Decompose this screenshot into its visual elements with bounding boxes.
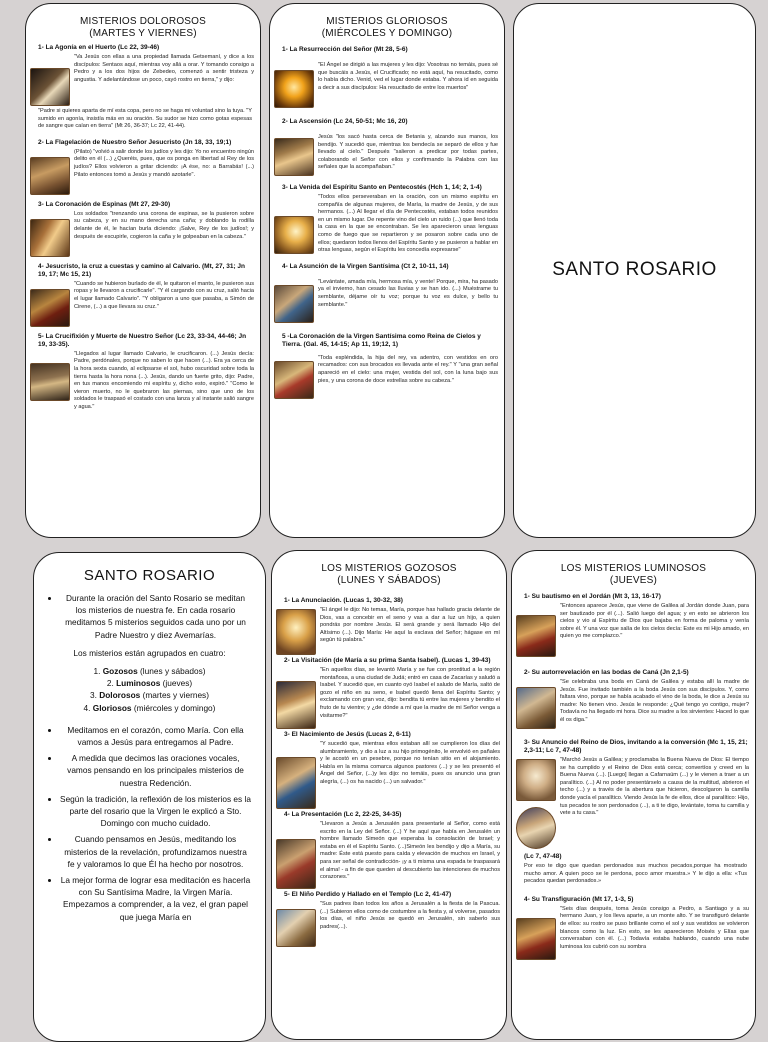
mystery-entry	[274, 62, 498, 108]
mystery-text: "Llevaron a Jesús a Jerusalén para presentarle al Señor, como está escrito en la Ley del Señor. (...) Y he aquí que había en Jerusalén un hombre llamado Simeón que esperaba la consolación de Israel; y estaba en él el Espíritu Santo. (...)Simeón les bendijo y dijo a María, su madre: Éste está puesto para caída y elevación de muchos en Israel, y para ser señal de contradicción- ¡y a ti misma una espada te traspasará el alma! - a fin de que queden al descubierto las intenciones de muchos corazones."	[320, 821, 500, 881]
mystery-text: "Seis días después, toma Jesús consigo a Pedro, a Santiago y a su hermano Juan, y los lleva aparte, a un monte alto. Y se transfiguró delante de ellos: su rostro se puso brillante como el sol y sus vestidos se volvieron blancos como la luz. En esto, se les aparecieron Moisés y Elías que conversaban con él. (...) Todavía estaba hablando, cuando una nube luminosa los cubrió con su sombra	[560, 905, 749, 950]
mystery-painting-image	[276, 839, 316, 889]
mystery-text: "Llegados al lugar llamado Calvario, le crucificaron. (...) Jesús decía: Padre, perdónales, porque no saben lo que hacen (...). Era ya cerca de la hora sexta cuando, al eclipsarse el sol, hubo oscuridad sobre toda la tierra hasta la hora nona (...). Jesús, dando un fuerte grito, dijo: Padre, en tus manos encomiendo mi espíritu y, dicho esto, expiró." "Como le vieron muerto, no le quebraron las piernas, sino que uno de los soldados le traspasó el costado con una lanza y al instante salió sangre y agua."	[74, 350, 254, 410]
mystery-entry	[516, 679, 749, 729]
meditation-bullet: • Cuando pensamos en Jesús, meditando los misterios de la revelación, profundizamos nuestra fe y valoramos lo que Él ha hecho por nosotros.	[60, 833, 251, 870]
mystery-painting-image	[516, 759, 556, 801]
mystery-entry	[30, 211, 254, 257]
mystery-entry	[276, 901, 500, 947]
mystery-painting-image	[30, 68, 70, 106]
mystery-text: "Levántate, amada mía, hermosa mía, y vente! Porque, mira, ha pasado ya el invierno, han cesado las lluvias y se han ido. (...) Muéstrame tu semblante, déjame oír tu voz; porque tu voz es dulce, y bello tu semblante."	[318, 278, 498, 308]
group-name: Luminosos	[116, 678, 161, 689]
mystery-heading: 5- El Niño Perdido y Hallado en el Templo (Lc 2, 41-47)	[284, 891, 452, 898]
group-days: (miércoles y domingo)	[131, 702, 216, 713]
meditation-bullet: • La mejor forma de lograr esa meditación es hacerla con Su Santísima Madre, la Virgen María. Empezamos a comprender, a la vez, el gran papel que juega María en	[60, 874, 251, 923]
panel-misterios-gozosos	[271, 550, 507, 1040]
mystery-text: "Se celebraba una boda en Caná de Galilea y estaba allí la madre de Jesús. Fue invitado también a la boda Jesús con sus discípulos. Y, como faltara vino, porque se había acabado el vino de la boda, le dice a Jesús su madre: No tienen vino. Jesús le responde: ¿Qué tengo yo contigo, mujer? Todavía no ha llegado mi hora. Dice su madre a los sirvientes: Haced lo que él os diga."	[560, 679, 749, 723]
mystery-text: "Marchó Jesús a Galilea; y proclamaba la Buena Nueva de Dios: El tiempo se ha cumplido y el Reino de Dios está cerca; convertíos y creed en la Buena Nueva (...). [Luego] llegan a Cafarnaúm (...) y le vienen a traer a un paralítico. (...) Al no poder presentárselo a causa de la multitud, abrieron el techo (...) y a través de la abertura que hicieron, descolgaron la camilla donde yacía el paralítico. Viendo Jesús la fe de ellos, dice al paralítico: Hijo, tus pecados te son perdonados (...), a ti te digo, levántate, toma tu camilla y vete a tu casa."	[560, 757, 749, 817]
group-item	[34, 665, 265, 677]
mystery-heading: 1- La Resurrección del Señor (Mt 28, 5-6)	[282, 46, 408, 53]
mystery-heading: 3- La Venida del Espíritu Santo en Pentecostés (Hch 1, 14; 2, 1-4)	[282, 184, 482, 191]
mystery-heading: 1- Su bautismo en el Jordán (Mt 3, 13, 16-17)	[524, 593, 661, 600]
group-item	[34, 689, 265, 701]
group-days: (jueves)	[160, 678, 193, 689]
panel-misterios-luminosos	[511, 550, 756, 1040]
mystery-heading: 2- La Flagelación de Nuestro Señor Jesucristo (Jn 18, 33, 19;1)	[38, 138, 232, 146]
mystery-painting-image	[274, 70, 314, 108]
mystery-text: "Entonces aparece Jesús, que viene de Galilea al Jordán donde Juan, para ser bautizado por él (...). Salió luego del agua; y en esto se abrieron los cielos y vio al Espíritu de Dios que bajaba en forma de paloma y venía sobre él. Y una voz que salía de los cielos decía: Este es mi Hijo amado, en quien yo me complazco."	[560, 603, 749, 640]
panel-cover	[513, 3, 756, 538]
cover-title: SANTO ROSARIO	[552, 259, 717, 280]
mystery-entry	[516, 603, 749, 657]
mystery-heading: (Lc 7, 47-48)	[524, 853, 562, 860]
meditation-bullet-list	[34, 724, 265, 923]
mystery-text: Jesús "los sacó hasta cerca de Betania y, alzando sus manos, los bendijo. Y sucedió que, mientras los bendecía se separó de ellos y fue llevado al cielo." Después "salieron a predicar por todas partes, colaborando el Señor con ellos y confirmando la Palabra con las señales que la acompañaban."	[318, 134, 498, 171]
group-item	[34, 677, 265, 689]
intro-bullet: • Durante la oración del Santo Rosario se meditan los misterios de nuestra fe. En cada rosario meditamos 5 misterios seguidos cada uno por un Padre Nuestro y diez Avemarías.	[60, 592, 251, 641]
mystery-entry	[274, 194, 498, 255]
mystery-text: (Pilato) "volvió a salir donde los judíos y les dijo: Yo no encuentro ningún delito en él (...) ¿Queréis, pues, que os ponga en libertad al Rey de los judíos? Ellos volvieron a gritar diciendo: ¡A ése, no: a Barrabás! (...) Pilato entonces tomó a Jesús y mandó azotarle".	[74, 148, 254, 178]
mystery-painting-image	[276, 757, 316, 809]
panel-title: MISTERIOS GLORIOSOS (MIÉRCOLES Y DOMINGO)	[321, 16, 453, 39]
group-number: 1.	[93, 666, 101, 677]
mystery-heading: 5 -La Coronación de la Virgen Santísima como Reina de Cielos y Tierra. (Gal. 45, 14-15; Ap 11, 19;12, 1)	[282, 332, 481, 348]
mystery-heading: 2- La Ascensión (Lc 24, 50-51; Mc 16, 20)	[282, 118, 408, 125]
group-number: 4.	[83, 702, 91, 713]
mystery-heading: 3- La Coronación de Espinas (Mt 27, 29-30)	[38, 200, 171, 208]
panel-title: MISTERIOS DOLOROSOS (MARTES Y VIERNES)	[79, 16, 207, 39]
mystery-text: "El Ángel se dirigió a las mujeres y les dijo: Vosotras no temáis, pues sé que buscáis a Jesús, el Crucificado; no está aquí, ha resucitado, como lo había dicho. Venid, ved el lugar donde estaba. Y ahora id en seguida a decir a sus discípulos: Ha resucitado de entre los muertos"	[318, 62, 498, 91]
panel-title: LOS MISTERIOS GOZOSOS (LUNES Y SÁBADOS)	[321, 563, 457, 586]
mystery-entry	[276, 821, 500, 889]
mystery-painting-image	[30, 289, 70, 327]
mystery-entry	[30, 351, 254, 412]
mystery-entry	[276, 667, 500, 729]
mystery-text: Los soldados "trenzando una corona de espinas, se la pusieron sobre su cabeza, y en su mano derecha una caña; y doblando la rodilla delante de él, le hacían burla diciendo: ¡Salve, Rey de los judíos!; y después de escupirle, cogieron la caña y le golpeaban en la cabeza."	[74, 210, 254, 240]
mystery-entry	[276, 741, 500, 809]
mystery-painting-image	[276, 681, 316, 729]
mystery-text: Por eso te digo que quedan perdonados sus muchos pecados,porque ha mostrado mucho amor. A quien poco se le perdona, poco amor muestra.» Y le dijo a ella: «Tus pecados quedan perdonados.»	[524, 863, 747, 885]
mystery-entry	[30, 281, 254, 327]
intro-bullet-list	[34, 592, 265, 641]
group-days: (lunes y sábados)	[137, 666, 206, 677]
mystery-painting-image	[30, 219, 70, 257]
intro-title: SANTO ROSARIO	[83, 567, 216, 584]
mystery-text: "Toda espléndida, la hija del rey, va adentro, con vestidos en oro recamados: con sus brocados es llevada ante el rey." Y "una gran señal apareció en el cielo: una mujer, vestida del sol, con la luna bajo sus pies, y una corona de doce estrellas sobre su cabeza."	[318, 354, 498, 384]
mystery-text: "El ángel le dijo: No temas, María, porque has hallado gracia delante de Dios, vas a concebir en el seno y vas a dar a luz un hijo, a quien pondrás por nombre Jesús. El será grande y será llamado Hijo del Altísimo (...). Dijo María: He aquí la esclava del Señor; hágase en mí según tú palabra."	[320, 607, 500, 644]
mystery-heading: 4- La Presentación (Lc 2, 22-25, 34-35)	[284, 811, 402, 818]
mystery-entry	[516, 757, 749, 849]
mystery-text: "Y sucedió que, mientras ellos estaban allí se cumplieron los días del alumbramiento, y dio a luz a su hijo primogénito, le envolvió en pañales y le acostó en un pesebre, porque no tenían sitio en el alojamiento. Había en la misma comarca algunos pastores (...) y se les presentó el Ángel del Señor, (...)y les dijo: no temáis, pues os anuncio una gran alegría, (...) os ha nacido (...) un salvador."	[320, 741, 500, 785]
mystery-painting-image	[30, 157, 70, 195]
meditation-bullet: • A medida que decimos las oraciones vocales, vamos pensando en los principales misterios de nuestra Redención.	[60, 752, 251, 789]
mystery-text: "Todos ellos perseveraban en la oración, con un mismo espíritu en compañía de algunas mujeres, de María, la madre de Jesús, y de sus hermanos. (...) Al llegar el día de Pentecostés, estaban todos reunidos en un mismo lugar. De repente vino del cielo un ruido (...) que llenó toda la casa en la que se encontraban. Se les aparecieron unas lenguas como de fuego que se repartieron y se posaron sobre cada uno de ellos; quedaron todos llenos del Espíritu Santo y se pusieron a hablar en otras lenguas, según el Espíritu les concedía expresarse"	[318, 194, 498, 254]
mystery-painting-image	[516, 615, 556, 657]
meditation-bullet: • Según la tradición, la reflexión de los misterios es la parte del rosario que la Virgen le explicó a Sto. Domingo con mucho cuidado.	[60, 793, 251, 830]
mystery-painting-image	[276, 609, 316, 655]
group-days: (martes y viernes)	[140, 690, 209, 701]
group-name: Gloriosos	[92, 702, 132, 713]
mystery-painting-image	[276, 909, 316, 947]
mystery-heading: 1- La Agonía en el Huerto (Lc 22, 39-46)	[38, 44, 160, 51]
mystery-entry	[30, 54, 254, 106]
mystery-heading: 1- La Anunciación. (Lucas 1, 30-32, 38)	[284, 597, 403, 604]
mystery-painting-image	[516, 687, 556, 729]
panel-misterios-dolorosos	[25, 3, 261, 538]
mystery-painting-image	[30, 363, 70, 401]
mystery-painting-image	[516, 807, 556, 849]
panel-introduccion	[33, 552, 266, 1042]
mystery-heading: 3- Su Anuncio del Reino de Dios, invitando a la conversión (Mc 1, 15, 21; 2,3-11; Lc 7, 47-48)	[524, 739, 748, 754]
mystery-heading: 2- Su autorrevelación en las bodas de Caná (Jn 2,1-5)	[524, 669, 689, 676]
mystery-text: "Padre si quieres aparta de mí esta copa, pero no se haga mi voluntad sino la tuya. "Y sumido en agonía, insistía más en su oración. Su sudor se hizo como gotas espesas de sangre que caían en tierra" (Mt 26, 36-37; Lc 22, 41-44).	[38, 108, 252, 130]
meditation-bullet: • Meditamos en el corazón, como María. Con ella vamos a Jesús para entregamos al Padre.	[60, 724, 251, 748]
mystery-text: "En aquellos días, se levantó María y se fue con prontitud a la región montañosa, a una ciudad de Judá; entró en casa de Zacarías y saludó a Isabel. Y sucedió que, en cuanto oyó Isabel el saludo de María, saltó de gozo el niño en su seno, e Isabel quedó llena del Espíritu Santo; y exclamando con gran voz, dijo: bendita tú entre las mujeres y bendito el fruto de tu vientre; y ¿de dónde a mí que la madre de mi Señor venga a visitarme?"	[320, 667, 500, 719]
group-item	[34, 702, 265, 714]
mystery-heading: 2- La Visitación (de María a su prima Santa Isabel). (Lucas 1, 39-43)	[284, 657, 491, 664]
mystery-painting-image	[516, 918, 556, 960]
group-number: 2.	[106, 678, 114, 689]
mystery-entry	[274, 279, 498, 323]
mystery-painting-image	[274, 361, 314, 399]
mystery-heading: 4- Su Transfiguración (Mt 17, 1-3, 5)	[524, 895, 634, 903]
mystery-entry	[274, 134, 498, 176]
groups-intro: Los misterios están agrupados en cuatro:	[73, 647, 226, 658]
mystery-entry	[516, 906, 749, 960]
mystery-painting-image	[274, 216, 314, 254]
group-name: Gozosos	[102, 666, 138, 677]
mystery-heading: 4- Jesucristo, la cruz a cuestas y camino al Calvario. (Mt, 27, 31; Jn 19, 17; Mc 15, 21)	[38, 262, 246, 278]
mystery-entry	[274, 355, 498, 399]
mystery-text: "Va Jesús con ellas a una propiedad llamada Getsemaní, y dice a los discípulos: Sentaos aquí, mientras voy allá a orar. Y tomando consigo a Pedro y a los dos hijos de Zebedeo, comenzó a sentir tristeza y angustia. Y adelantándose un poco, cayó rostro en tierra," y dijo:	[74, 54, 254, 83]
mystery-heading: 5- La Crucifixión y Muerte de Nuestro Señor (Lc 23, 33-34, 44-46; Jn 19, 33-35).	[38, 332, 247, 348]
group-name: Dolorosos	[99, 690, 141, 701]
panel-misterios-gloriosos	[269, 3, 505, 538]
mystery-images	[516, 757, 560, 849]
groups-list	[34, 665, 265, 714]
mystery-painting-image	[274, 285, 314, 323]
mystery-heading: 3- El Nacimiento de Jesús (Lucas 2, 6-11)	[284, 731, 411, 738]
mystery-heading: 4- La Asunción de la Virgen Santísima (Ct 2, 10-11, 14)	[282, 262, 449, 270]
mystery-text: "Sus padres iban todos los años a Jerusalén a la fiesta de la Pascua. (...) Subieron ellos como de costumbre a la fiesta y, al volverse, pasados los días, el niño Jesús se quedó en Jerusalén, sin saberlo sus padres(...).	[320, 901, 500, 930]
mystery-painting-image	[274, 138, 314, 176]
group-number: 3.	[90, 690, 97, 701]
mystery-entry	[276, 607, 500, 655]
mystery-text: "Cuando se hubieron burlado de él, le quitaron el manto, le pusieron sus ropas y le llevaron a crucificarle". "Y él cargando con su cruz, salió hacia el lugar llamado Calvario". "Y obligaron a uno que pasaba, a Simón de Cirene, (...) a que llevara su cruz."	[74, 280, 254, 310]
panel-title: LOS MISTERIOS LUMINOSOS (JUEVES)	[560, 563, 707, 586]
mystery-entry	[30, 149, 254, 195]
